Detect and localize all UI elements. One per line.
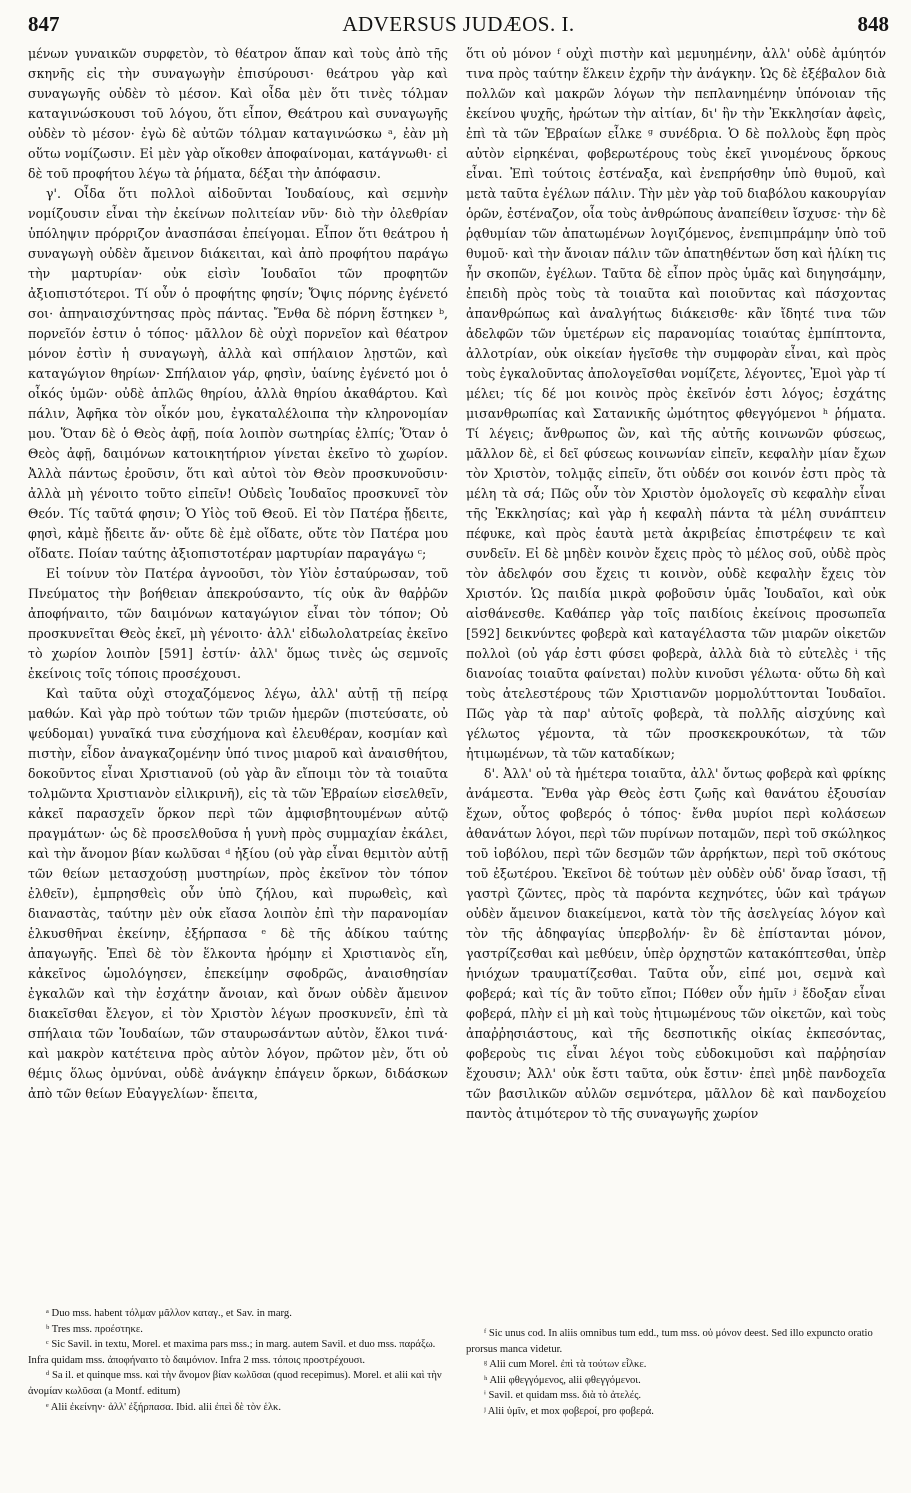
footnote: ᶜ Sic Savil. in textu, Morel. et maxima pars mss.; in marg. autem Savil. et duo mss. παράξω. Infra quidam mss. ἀποφήναιτο τὸ δαιμόνιον. Infra 2 mss. τόποις προστρέχουσι. — [28, 1339, 436, 1366]
page-number-left: 847 — [28, 12, 60, 36]
running-head: ADVERSUS JUDÆOS. I. — [342, 12, 575, 36]
right-footnotes — [466, 1326, 886, 1420]
page-number-right: 848 — [857, 12, 889, 36]
paragraph: γ'. Οἶδα ὅτι πολλοὶ αἰδοῦνται Ἰουδαίους, καὶ σεμνὴν νομίζουσιν εἶναι τὴν ἐκείνων πολιτείαν νῦν· διὸ τὴν ὀλεθρίαν ὑπόληψιν πρόρριζον ἀνασπάσαι ἐπείγομαι. Εἶπον ὅτι θεάτρου ἡ συναγωγὴ οὐδὲν ἄμεινον διάκειται, καὶ ἀπὸ προφήτου παράγω τὴν μαρτυρίαν· οὐκ εἰσὶν Ἰουδαῖοι τῶν προφητῶν ἀξιοπιστότεροι. Τί οὖν ὁ προφήτης φησίν; Ὄψις πόρνης ἐγένετό σοι· ἀπηναισχύντησας πρὸς πάντας. Ἔνθα δὲ πόρνη ἕστηκεν ᵇ, πορνεῖόν ἐστιν ὁ τόπος· μᾶλλον δὲ οὐχὶ πορνεῖον καὶ θέατρον μόνον ἐστὶν ἡ συναγωγὴ, ἀλλὰ καὶ σπήλαιον λῃστῶν, καὶ καταγώγιον θηρίων· Σπήλαιον γάρ, φησὶν, ὑαίνης ἐγένετό μοι ὁ οἶκός ὑμῶν· οὐδὲ ἁπλῶς θηρίου, ἀλλὰ θηρίου ἀκαθάρτου. Καὶ πάλιν, Ἀφῆκα τὸν οἶκόν μου, ἐγκαταλέλοιπα τὴν κληρονομίαν μου. Ὅταν δὲ ὁ Θεὸς ἀφῇ, ποία λοιπὸν σωτηρίας ἐλπίς; Ὅταν ὁ Θεὸς ἀφῇ, δαιμόνων κατοικητήριον γίνεται ἐκεῖνο τὸ χωρίον. Ἀλλὰ πάντως ἐροῦσιν, ὅτι καὶ αὐτοὶ τὸν Θεὸν προσκυνοῦσιν· ἀλλὰ μὴ γένοιτο τοῦτο εἰπεῖν! Οὐδεὶς Ἰουδαῖος προσκυνεῖ τὸν Θεόν. Τίς ταῦτά φησιν; Ὁ Υἱὸς τοῦ Θεοῦ. Εἰ τὸν Πατέρα ᾔδειτε, φησὶ, κἀμὲ ᾔδειτε ἄν· οὔτε δὲ ἐμὲ οἴδατε, οὔτε τὸν Πατέρα μου οἴδατε. Ποίαν ταύτης ἀξιοπιστοτέραν μαρτυρίαν παραγάγω ᶜ; — [28, 186, 448, 561]
footnote: ᵇ Tres mss. προέστηκε. — [46, 1323, 143, 1335]
footnote: ʲ Alii ὑμῖν, et mox φοβεροί, pro φοβερά. — [484, 1405, 654, 1417]
paragraph: μένων γυναικῶν συρφετὸν, τὸ θέατρον ἅπαν καὶ τοὺς ἀπὸ τῆς σκηνῆς εἰς τὴν συναγωγὴν ἐπισύρουσι· θεάτρου γὰρ καὶ συναγωγῆς οὐδὲν τὸ μέσον. Καὶ οἶδα μὲν ὅτι τινὲς τόλμαν καταγινώσκουσι τοῦ λόγου, ὅτι εἶπον, Θεάτρου καὶ συναγωγῆς οὐδὲν τὸ μέσον· ἐγὼ δὲ αὐτῶν τόλμαν καταγινώσκω ᵃ, ἐὰν μὴ οὕτω νομίζωσιν. Εἰ μὲν γὰρ οἴκοθεν ἀποφαίνομαι, κατάγνωθι· εἰ δὲ τοῦ προφήτου λέγω τὰ ῥήματα, δέξαι τὴν ἀπόφασιν. — [28, 46, 448, 181]
left-footnotes — [28, 1306, 448, 1415]
paragraph: Καὶ ταῦτα οὐχὶ στοχαζόμενος λέγω, ἀλλ' αὐτῇ τῇ πείρᾳ μαθών. Καὶ γὰρ πρὸ τούτων τῶν τριῶν ἡμερῶν (πιστεύσατε, οὐ ψεύδομαι) γυναῖκά τινα εὐσχήμονα καὶ ἐλευθέραν, κοσμίαν καὶ πιστὴν, εἶδον ἀναγκαζομένην ὑπό τινος μιαροῦ καὶ ἀναισθήτου, δοκοῦντος εἶναι Χριστιανοῦ (οὐ γὰρ ἂν εἴποιμι τὸν τὰ τοιαῦτα τολμῶντα Χριστιανὸν εἰλικρινῆ), εἰς τὰ τῶν Ἑβραίων εἰσελθεῖν, κἀκεῖ παρασχεῖν ὅρκον περὶ τῶν ἀμφισβητουμένων αὐτῷ πραγμάτων· ὡς δὲ προσελθοῦσα ἡ γυνὴ πρὸς συμμαχίαν ἐκάλει, καὶ τὴν ἄνομον βίαν κωλῦσαι ᵈ ἠξίου (οὐ γὰρ εἶναι θεμιτὸν αὐτῇ τῶν θείων μετασχούσῃ μυστηρίων, πρὸς ἐκεῖνον τὸν τόπον ἐλθεῖν), ἐμπρησθεὶς οὖν ὑπὸ ζήλου, καὶ πυρωθεὶς, καὶ διαναστὰς, ταύτην μὲν οὐκ εἴασα λοιπὸν ἐπὶ τὴν παρανομίαν ἑλκυσθῆναι ἐκείνην, ἐξήρπασα ᵉ δὲ τῆς ἀδίκου ταύτης ἀπαγωγῆς. Ἐπεὶ δὲ τὸν ἕλκοντα ἠρόμην εἰ Χριστιανὸς εἴη, κἀκεῖνος ὡμολόγησεν, ἐπεκείμην σφοδρῶς, ἀναισθησίαν ἐγκαλῶν καὶ τὴν ἐσχάτην ἄνοιαν, καὶ ὄνων οὐδὲν ἄμεινον διακεῖσθαι ἔλεγον, εἰ τὸν Χριστὸν λέγων προσκυνεῖν, ἐπὶ τὰ σπήλαια τῶν Ἰουδαίων, τῶν σταυρωσάντων αὐτὸν, ἕλκοι τινά· καὶ μακρὸν κατέτεινα πρὸς αὐτὸν λόγον, πρῶτον μὲν, ὅτι οὐ θέμις ὅλως ὀμνύναι, οὐδὲ ἀνάγκην ἐπάγειν ὅρκων, διδάσκων ἀπὸ τῶν θείων Εὐαγγελίων· ἔπειτα, — [28, 686, 448, 1101]
paragraph: ὅτι οὐ μόνον ᶠ οὐχὶ πιστὴν καὶ μεμυημένην, ἀλλ' οὐδὲ ἀμύητόν τινα πρὸς ταύτην ἕλκειν ἐχρῆν τὴν ἀνάγκην. Ὡς δὲ ἐξέβαλον διὰ πολλῶν καὶ μακρῶν λόγων τὴν πεπλανημένην ὑπόνοιαν τῆς ἐκείνου ψυχῆς, ἠρώτων τὴν αἰτίαν, δι' ἣν τὴν Ἐκκλησίαν ἀφεὶς, ἐπὶ τὰ τῶν Ἑβραίων εἷλκε ᵍ συνέδρια. Ὁ δὲ πολλοὺς ἔφη πρὸς αὐτὸν εἰρηκέναι, φοβερωτέρους τοὺς ἐκεῖ γινομένους ὅρκους εἶναι. Ἐπὶ τούτοις ἐστέναξα, καὶ ἐνεπρήσθην ὑπὸ θυμοῦ, καὶ μετὰ ταῦτα ἐγέλων πάλιν. Τὴν μὲν γὰρ τοῦ διαβόλου κακουργίαν ὁρῶν, ἐστέναζον, οἷα τοὺς ἀνθρώπους ἀναπείθειν ἴσχυσε· τὴν δὲ ῥᾳθυμίαν τῶν ἀπατωμένων λογιζόμενος, ἐνεπιμπράμην ὑπὸ τοῦ θυμοῦ· καὶ τὴν ἄνοιαν πάλιν τῶν ἀπατηθέντων ὅση καὶ ἡλίκη τις ἦν σκοπῶν, ἐγέλων. Ταῦτα δὲ εἶπον πρὸς ὑμᾶς καὶ διηγησάμην, ἐπειδὴ πρὸς τοὺς τὰ τοιαῦτα καὶ ποιοῦντας καὶ πάσχοντας ἀπανθρώπως καὶ ἀναλγήτως διάκεισθε· κἂν ἴδητέ τινα τῶν ἀδελφῶν τῶν ὑμετέρων εἰς παρανομίας τοιαύτας ἐμπίπτοντα, ἀλλοτρίαν, οὐκ οἰκείαν ἡγεῖσθε τὴν συμφορὰν εἶναι, καὶ πρὸς τοὺς ἐγκαλοῦντας ἀπολογεῖσθαι νομίζετε, λέγοντες, Ἐμοὶ γὰρ τί μέλει; τίς δέ μοι κοινὸς πρὸς ἐκεῖνόν ἐστι λόγος; ἐσχάτης μισανθρωπίας καὶ Σατανικῆς ὠμότητος φθεγγόμενοι ʰ ῥήματα. Τί λέγεις; ἄνθρωπος ὢν, καὶ τῆς αὐτῆς κοινωνῶν φύσεως, μᾶλλον δὲ, εἰ δεῖ φύσεως κοινωνίαν εἰπεῖν, κεφαλὴν μίαν ἔχων τὸν Χριστὸν, τολμᾷς εἰπεῖν, ὅτι οὐδέν σοι κοινόν ἐστι πρὸς τὰ μέλη τὰ σά; Πῶς οὖν τὸν Χριστὸν ὁμολογεῖς σὺ κεφαλὴν εἶναι τῆς Ἐκκλησίας; καὶ γὰρ ἡ κεφαλὴ πάντα τὰ μέλη συνάπτειν πέφυκε, καὶ πρὸς ἑαυτὰ μετὰ ἀκριβείας ἐπιστρέφειν τε καὶ συνδεῖν. Εἰ δὲ μηδὲν κοινὸν ἔχεις πρὸς τὸ μέλος σοῦ, οὐδὲ πρὸς τὸν ἀδελφόν σου ἔχεις τι κοινὸν, οὐδὲ κεφαλὴν ἔχεις τὸν Χριστόν. Ὡς παιδία μικρὰ φοβοῦσιν ὑμᾶς Ἰουδαῖοι, καὶ οὐκ αἰσθάνεσθε. Καθάπερ γὰρ τοῖς παιδίοις ἐκείνοις προσωπεῖα [592] δεικνύντες φοβερὰ καὶ καταγέλαστα τῶν μιαρῶν οἰκετῶν πολλοὶ (οὐ γάρ ἐστι φύσει φοβερὰ, ἀλλὰ διὰ τὸ εὐτελὲς ⁱ τῆς διανοίας τοιαῦτα φαίνεται) πολὺν κινοῦσι γέλωτα· οὕτω δὴ καὶ τοὺς ἀτελεστέρους τῶν Χριστιανῶν μορμολύττονται Ἰουδαῖοι. Πῶς γὰρ τὰ παρ' αὐτοῖς φοβερὰ, τὰ πολλῆς αἰσχύνης καὶ γέλωτος γέμοντα, τὰ τῶν προσκεκρουκότων, τὰ τῶν ἠτιμωμένων, τὰ τῶν καταδίκων; — [466, 46, 886, 761]
footnote: ᵃ Duo mss. habent τόλμαν μᾶλλον καταγ., et Sav. in marg. — [46, 1308, 292, 1319]
paragraph: Εἰ τοίνυν τὸν Πατέρα ἀγνοοῦσι, τὸν Υἱὸν ἐσταύρωσαν, τοῦ Πνεύματος τὴν βοήθειαν ἀπεκρούσαντο, τίς οὐκ ἂν θαῤῥῶν ἀποφήναιτο, τῶν δαιμόνων καταγώγιον εἶναι τὸν τόπον; Οὐ προσκυνεῖται Θεὸς ἐκεῖ, μὴ γένοιτο· ἀλλ' εἰδωλολατρείας ἐκεῖνο τὸ χωρίον λοιπὸν [591] ἐστίν· ἀλλ' ὅμως τινὲς ὡς σεμνοῖς ἐκείνοις τοῖς τόποις προσέχουσι. — [28, 566, 448, 681]
left-column-text — [28, 44, 448, 1274]
footnote: ʰ Alii φθεγγόμενος, alii φθεγγόμενοι. — [484, 1374, 641, 1386]
footnote: ⁱ Savil. et quidam mss. διὰ τὸ ἀτελές. — [484, 1390, 642, 1402]
left-column — [28, 44, 448, 1413]
footnote: ᵈ Sa il. et quinque mss. καὶ τὴν ἄνομον βίαν κωλῦσαι (quod recepimus). Morel. et alii καὶ τὴν ἀνομίαν κωλῦσαι (a Montf. editum) — [28, 1370, 442, 1397]
footnote: ᵉ Alii ἐκείνην· ἀλλ' ἐξήρπασα. Ibid. alii ἐπεὶ δὲ τὸν ἑλκ. — [46, 1401, 281, 1413]
footnote: ᵍ Alii cum Morel. ἐπὶ τὰ τούτων εἷλκε. — [484, 1359, 647, 1371]
paragraph: δ'. Ἀλλ' οὐ τὰ ἡμέτερα τοιαῦτα, ἀλλ' ὄντως φοβερὰ καὶ φρίκης ἀνάμεστα. Ἔνθα γὰρ Θεὸς ἐστι ζωῆς καὶ θανάτου ἐξουσίαν ἔχων, οὗτος φοβερός ὁ τόπος· ἔνθα μυρίοι περὶ κολάσεων ἀθανάτων λόγοι, περὶ τῶν πυρίνων ποταμῶν, περὶ τοῦ σκώληκος τοῦ ἰοβόλου, περὶ τῶν δεσμῶν τῶν ἀρρήκτων, περὶ τοῦ σκότους τοῦ ἐξωτέρου. Ἐκεῖνοι δὲ τούτων μὲν οὐδὲν οὐδ' ὄναρ ἴσασι, τῇ γαστρὶ ζῶντες, πρὸς τὰ παρόντα κεχηνότες, ὑῶν καὶ τράγων οὐδὲν ἄμεινον διακείμενοι, κατὰ τὸν τῆς ἀσελγείας λόγον καὶ τὸν τῆς ἀδηφαγίας ὑπερβολήν· ἓν δὲ ἐπίστανται μόνον, γαστρίζεσθαι καὶ μεθύειν, ὑπὲρ ὀρχηστῶν κατακόπτεσθαι, ὑπὲρ ἡνιόχων τραυματίζεσθαι. Ταῦτα οὖν, εἰπέ μοι, σεμνὰ καὶ φοβερά; καὶ τίς ἂν τοῦτο εἴποι; Πόθεν οὖν ἡμῖν ʲ ἔδοξαν εἶναι φοβερά, πλὴν εἰ μὴ καὶ τοὺς ἠτιμωμένους τῶν οἰκετῶν, καὶ τοὺς ἀπαῤῥησιάστους, καὶ τῆς δεσποτικῆς οἰκίας ἐκπεσόντας, φοβεροὺς τις εἶναι λέγοι τοὺς εὐδοκιμοῦσι καὶ παῤῥησίαν ἔχουσιν; Ἀλλ' οὐκ ἔστι ταῦτα, οὐκ ἔστιν· ἐπεὶ μηδὲ πανδοχεῖα τῶν βασιλικῶν αὐλῶν σεμνότερα, μᾶλλον δὲ καὶ πανδοχείου παντὸς ἀτιμότερον τὸ τῆς συναγωγῆς χωρίον — [466, 766, 886, 1121]
page-header — [28, 10, 889, 40]
right-column-text — [466, 44, 886, 1295]
footnote: ᶠ Sic unus cod. In aliis omnibus tum edd., tum mss. οὐ μόνον deest. Sed illo expuncto oratio prorsus manca videtur. — [466, 1328, 873, 1355]
right-column — [466, 44, 886, 1417]
